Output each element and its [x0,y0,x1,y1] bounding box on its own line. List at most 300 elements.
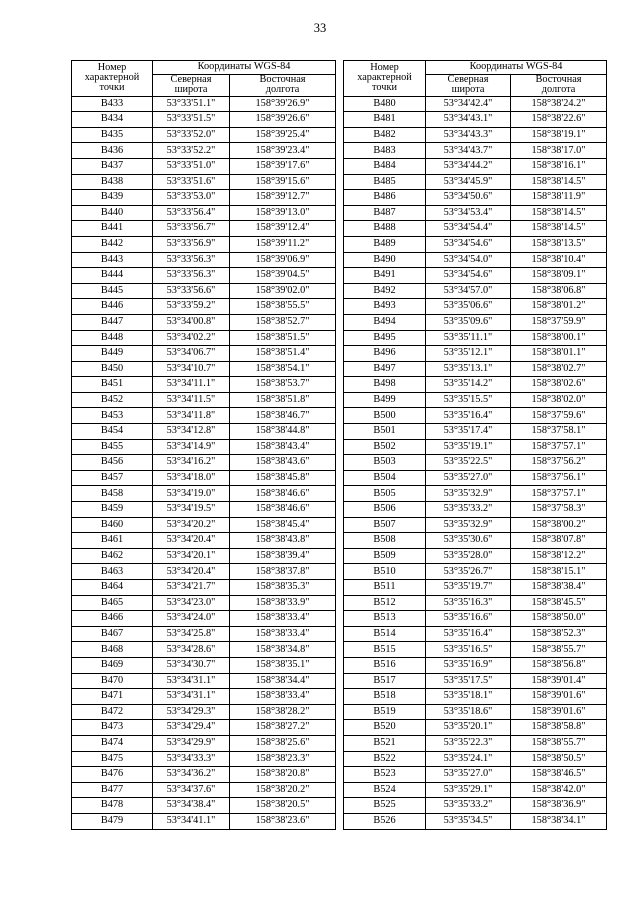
latitude-cell: 53°35'16.3" [426,595,511,611]
latitude-cell: 53°35'17.5" [426,673,511,689]
latitude-cell: 53°34'10.7" [153,361,230,377]
longitude-cell: 158°38'12.2" [511,548,607,564]
latitude-cell: 53°35'30.6" [426,533,511,549]
point-number-cell: B526 [344,813,426,829]
table-row [72,221,336,237]
longitude-cell: 158°38'14.5" [511,205,607,221]
longitude-cell: 158°38'11.9" [511,190,607,206]
longitude-cell: 158°38'50.5" [511,751,607,767]
latitude-cell: 53°35'16.4" [426,626,511,642]
latitude-cell: 53°35'18.1" [426,689,511,705]
table-row [344,439,607,455]
table-row [344,595,607,611]
table-row [344,143,607,159]
longitude-cell: 158°38'34.1" [511,813,607,829]
point-number-cell: B509 [344,548,426,564]
latitude-cell: 53°34'20.4" [153,564,230,580]
point-number-cell: B493 [344,299,426,315]
table-row [72,611,336,627]
point-number-cell: B488 [344,221,426,237]
longitude-cell: 158°38'22.6" [511,112,607,128]
latitude-cell: 53°34'33.3" [153,751,230,767]
latitude-cell: 53°35'22.5" [426,455,511,471]
point-number-cell: B470 [72,673,153,689]
table-body-right [344,96,607,829]
latitude-cell: 53°34'45.9" [426,174,511,190]
point-number-cell: B507 [344,517,426,533]
table-row [344,689,607,705]
point-number-cell: B448 [72,330,153,346]
point-number-cell: B451 [72,377,153,393]
point-number-cell: B495 [344,330,426,346]
table-row [72,158,336,174]
longitude-cell: 158°38'53.7" [230,377,336,393]
table-row [72,548,336,564]
table-row [72,704,336,720]
table-row [344,533,607,549]
point-number-cell: B487 [344,205,426,221]
table-row [344,704,607,720]
table-row [72,455,336,471]
longitude-cell: 158°38'56.8" [511,657,607,673]
table-row [344,813,607,829]
table-row [344,314,607,330]
latitude-cell: 53°34'50.6" [426,190,511,206]
table-row [344,735,607,751]
latitude-cell: 53°35'19.1" [426,439,511,455]
latitude-cell: 53°35'17.4" [426,424,511,440]
longitude-cell: 158°39'13.0" [230,205,336,221]
table-row [72,236,336,252]
table-body-left [72,96,336,829]
point-number-cell: B499 [344,392,426,408]
latitude-cell: 53°34'20.2" [153,517,230,533]
table-row [72,626,336,642]
table-row [72,408,336,424]
point-number-cell: B443 [72,252,153,268]
table-row [72,673,336,689]
latitude-cell: 53°35'24.1" [426,751,511,767]
longitude-cell: 158°38'27.2" [230,720,336,736]
table-row [72,502,336,518]
table-row [72,299,336,315]
table-row [344,112,607,128]
longitude-cell: 158°38'00.1" [511,330,607,346]
longitude-cell: 158°38'09.1" [511,268,607,284]
longitude-cell: 158°38'33.4" [230,611,336,627]
point-number-cell: B511 [344,580,426,596]
point-number-cell: B500 [344,408,426,424]
latitude-cell: 53°35'20.1" [426,720,511,736]
point-number-cell: B480 [344,96,426,112]
point-number-cell: B491 [344,268,426,284]
table-row [344,174,607,190]
point-number-cell: B514 [344,626,426,642]
latitude-cell: 53°33'51.5" [153,112,230,128]
point-number-cell: B485 [344,174,426,190]
longitude-cell: 158°39'23.4" [230,143,336,159]
point-number-cell: B521 [344,735,426,751]
table-row [344,408,607,424]
table-row [344,782,607,798]
point-number-cell: B477 [72,782,153,798]
point-number-cell: B519 [344,704,426,720]
point-number-cell: B433 [72,96,153,112]
latitude-cell: 53°34'54.0" [426,252,511,268]
longitude-cell: 158°39'04.5" [230,268,336,284]
point-number-cell: B468 [72,642,153,658]
latitude-cell: 53°34'18.0" [153,470,230,486]
latitude-cell: 53°33'53.0" [153,190,230,206]
latitude-cell: 53°35'06.6" [426,299,511,315]
point-number-cell: B455 [72,439,153,455]
longitude-cell: 158°38'45.8" [230,470,336,486]
latitude-cell: 53°34'28.6" [153,642,230,658]
latitude-cell: 53°35'33.2" [426,502,511,518]
table-row [72,767,336,783]
longitude-cell: 158°38'17.0" [511,143,607,159]
latitude-cell: 53°34'43.1" [426,112,511,128]
longitude-cell: 158°38'58.8" [511,720,607,736]
longitude-cell: 158°37'57.1" [511,486,607,502]
table-row [344,236,607,252]
longitude-cell: 158°38'51.5" [230,330,336,346]
table-row [72,689,336,705]
point-number-cell: B496 [344,346,426,362]
longitude-cell: 158°38'06.8" [511,283,607,299]
page-number: 33 [313,21,327,35]
longitude-cell: 158°37'56.1" [511,470,607,486]
point-number-cell: B446 [72,299,153,315]
point-number-cell: B475 [72,751,153,767]
table-row [72,798,336,814]
point-number-cell: B516 [344,657,426,673]
table-row [72,533,336,549]
point-number-cell: B510 [344,564,426,580]
longitude-cell: 158°39'06.9" [230,252,336,268]
table-row [344,424,607,440]
table-row [72,470,336,486]
point-number-cell: B476 [72,767,153,783]
table-row [344,392,607,408]
point-number-cell: B520 [344,720,426,736]
latitude-cell: 53°34'12.8" [153,424,230,440]
longitude-cell: 158°37'57.1" [511,439,607,455]
table-row [344,361,607,377]
latitude-cell: 53°33'52.0" [153,127,230,143]
point-number-cell: B437 [72,158,153,174]
latitude-cell: 53°35'22.3" [426,735,511,751]
table-row [72,252,336,268]
longitude-cell: 158°38'43.6" [230,455,336,471]
point-number-cell: B478 [72,798,153,814]
point-number-cell: B441 [72,221,153,237]
point-number-cell: B438 [72,174,153,190]
longitude-cell: 158°38'02.6" [511,377,607,393]
latitude-cell: 53°34'54.6" [426,236,511,252]
point-number-cell: B515 [344,642,426,658]
point-number-cell: B458 [72,486,153,502]
longitude-cell: 158°38'51.4" [230,346,336,362]
table-row [72,642,336,658]
longitude-cell: 158°38'02.7" [511,361,607,377]
header-longitude: Восточная долгота [230,75,336,97]
longitude-cell: 158°39'12.4" [230,221,336,237]
latitude-cell: 53°34'42.4" [426,96,511,112]
point-number-cell: B506 [344,502,426,518]
table-row [72,580,336,596]
latitude-cell: 53°34'31.1" [153,673,230,689]
point-number-cell: B508 [344,533,426,549]
point-number-cell: B436 [72,143,153,159]
longitude-cell: 158°38'51.8" [230,392,336,408]
table-row [344,268,607,284]
table-row [72,330,336,346]
table-row [72,751,336,767]
latitude-cell: 53°33'56.7" [153,221,230,237]
point-number-cell: B461 [72,533,153,549]
table-row [72,720,336,736]
header-point-number: Номер характерной точки [72,61,153,97]
longitude-cell: 158°38'54.1" [230,361,336,377]
longitude-cell: 158°39'01.6" [511,704,607,720]
longitude-cell: 158°38'24.2" [511,96,607,112]
table-row [344,611,607,627]
latitude-cell: 53°35'16.5" [426,642,511,658]
longitude-cell: 158°38'16.1" [511,158,607,174]
point-number-cell: B490 [344,252,426,268]
point-number-cell: B504 [344,470,426,486]
latitude-cell: 53°34'14.9" [153,439,230,455]
longitude-cell: 158°39'02.0" [230,283,336,299]
longitude-cell: 158°38'10.4" [511,252,607,268]
table-row [344,657,607,673]
table-row [344,205,607,221]
latitude-cell: 53°34'06.7" [153,346,230,362]
longitude-cell: 158°38'19.1" [511,127,607,143]
longitude-cell: 158°38'34.8" [230,642,336,658]
table-row [344,626,607,642]
table-row [72,377,336,393]
latitude-cell: 53°34'36.2" [153,767,230,783]
longitude-cell: 158°39'15.6" [230,174,336,190]
table-row [344,767,607,783]
longitude-cell: 158°38'33.9" [230,595,336,611]
table-row [72,143,336,159]
latitude-cell: 53°34'53.4" [426,205,511,221]
latitude-cell: 53°35'32.9" [426,486,511,502]
table-row [72,392,336,408]
latitude-cell: 53°34'24.0" [153,611,230,627]
point-number-cell: B434 [72,112,153,128]
longitude-cell: 158°38'46.7" [230,408,336,424]
table-row [72,439,336,455]
latitude-cell: 53°35'13.1" [426,361,511,377]
latitude-cell: 53°33'56.3" [153,252,230,268]
table-row [72,346,336,362]
longitude-cell: 158°38'20.5" [230,798,336,814]
point-number-cell: B497 [344,361,426,377]
latitude-cell: 53°33'56.6" [153,283,230,299]
latitude-cell: 53°34'20.1" [153,548,230,564]
latitude-cell: 53°34'25.8" [153,626,230,642]
point-number-cell: B486 [344,190,426,206]
latitude-cell: 53°34'11.1" [153,377,230,393]
latitude-cell: 53°34'29.3" [153,704,230,720]
point-number-cell: B512 [344,595,426,611]
longitude-cell: 158°38'43.8" [230,533,336,549]
longitude-cell: 158°38'14.5" [511,174,607,190]
coordinates-table-right [343,60,607,830]
point-number-cell: B449 [72,346,153,362]
point-number-cell: B522 [344,751,426,767]
table-row [344,720,607,736]
latitude-cell: 53°34'20.4" [153,533,230,549]
longitude-cell: 158°39'26.9" [230,96,336,112]
table-row [72,564,336,580]
point-number-cell: B518 [344,689,426,705]
point-number-cell: B513 [344,611,426,627]
latitude-cell: 53°34'57.0" [426,283,511,299]
table-row [72,174,336,190]
point-number-cell: B472 [72,704,153,720]
latitude-cell: 53°33'51.0" [153,158,230,174]
latitude-cell: 53°34'54.4" [426,221,511,237]
point-number-cell: B467 [72,626,153,642]
longitude-cell: 158°38'55.7" [511,735,607,751]
latitude-cell: 53°34'41.1" [153,813,230,829]
table-row [344,330,607,346]
table-row [344,751,607,767]
table-row [344,96,607,112]
table-row [72,813,336,829]
longitude-cell: 158°38'43.4" [230,439,336,455]
point-number-cell: B489 [344,236,426,252]
latitude-cell: 53°35'34.5" [426,813,511,829]
latitude-cell: 53°35'26.7" [426,564,511,580]
table-row [344,642,607,658]
point-number-cell: B459 [72,502,153,518]
table-row [72,127,336,143]
longitude-cell: 158°38'39.4" [230,548,336,564]
longitude-cell: 158°39'12.7" [230,190,336,206]
longitude-cell: 158°38'52.3" [511,626,607,642]
latitude-cell: 53°35'18.6" [426,704,511,720]
latitude-cell: 53°34'02.2" [153,330,230,346]
point-number-cell: B457 [72,470,153,486]
longitude-cell: 158°38'01.2" [511,299,607,315]
longitude-cell: 158°38'14.5" [511,221,607,237]
point-number-cell: B444 [72,268,153,284]
latitude-cell: 53°35'09.6" [426,314,511,330]
latitude-cell: 53°33'56.9" [153,236,230,252]
table-row [72,486,336,502]
point-number-cell: B462 [72,548,153,564]
point-number-cell: B484 [344,158,426,174]
latitude-cell: 53°33'52.2" [153,143,230,159]
longitude-cell: 158°37'59.9" [511,314,607,330]
table-row [344,283,607,299]
longitude-cell: 158°38'52.7" [230,314,336,330]
latitude-cell: 53°33'56.3" [153,268,230,284]
header-longitude: Восточная долгота [511,75,607,97]
latitude-cell: 53°35'29.1" [426,782,511,798]
latitude-cell: 53°35'19.7" [426,580,511,596]
point-number-cell: B498 [344,377,426,393]
latitude-cell: 53°34'29.4" [153,720,230,736]
table-row [72,517,336,533]
header-latitude: Северная широта [153,75,230,97]
latitude-cell: 53°35'27.0" [426,767,511,783]
point-number-cell: B502 [344,439,426,455]
longitude-cell: 158°37'59.6" [511,408,607,424]
latitude-cell: 53°35'33.2" [426,798,511,814]
table-row [344,486,607,502]
latitude-cell: 53°33'51.6" [153,174,230,190]
point-number-cell: B454 [72,424,153,440]
point-number-cell: B517 [344,673,426,689]
table-row [72,205,336,221]
table-row [72,268,336,284]
longitude-cell: 158°38'20.8" [230,767,336,783]
table-row [344,221,607,237]
longitude-cell: 158°38'35.1" [230,657,336,673]
latitude-cell: 53°33'59.2" [153,299,230,315]
table-row [344,798,607,814]
latitude-cell: 53°34'00.8" [153,314,230,330]
longitude-cell: 158°38'50.0" [511,611,607,627]
point-number-cell: B481 [344,112,426,128]
latitude-cell: 53°35'32.9" [426,517,511,533]
table-row [344,346,607,362]
table-row [72,657,336,673]
longitude-cell: 158°38'44.8" [230,424,336,440]
longitude-cell: 158°39'01.6" [511,689,607,705]
table-row [72,314,336,330]
longitude-cell: 158°39'25.4" [230,127,336,143]
point-number-cell: B453 [72,408,153,424]
table-row [344,517,607,533]
longitude-cell: 158°39'11.2" [230,236,336,252]
latitude-cell: 53°34'19.0" [153,486,230,502]
longitude-cell: 158°38'55.7" [511,642,607,658]
point-number-cell: B523 [344,767,426,783]
table-row [344,299,607,315]
point-number-cell: B466 [72,611,153,627]
latitude-cell: 53°34'19.5" [153,502,230,518]
longitude-cell: 158°38'02.0" [511,392,607,408]
longitude-cell: 158°38'35.3" [230,580,336,596]
longitude-cell: 158°38'33.4" [230,626,336,642]
point-number-cell: B442 [72,236,153,252]
table-row [344,548,607,564]
longitude-cell: 158°39'01.4" [511,673,607,689]
point-number-cell: B469 [72,657,153,673]
point-number-cell: B501 [344,424,426,440]
longitude-cell: 158°38'34.4" [230,673,336,689]
point-number-cell: B464 [72,580,153,596]
latitude-cell: 53°34'44.2" [426,158,511,174]
table-row [72,735,336,751]
longitude-cell: 158°38'45.4" [230,517,336,533]
point-number-cell: B525 [344,798,426,814]
longitude-cell: 158°38'46.6" [230,502,336,518]
longitude-cell: 158°38'33.4" [230,689,336,705]
longitude-cell: 158°38'15.1" [511,564,607,580]
latitude-cell: 53°34'21.7" [153,580,230,596]
latitude-cell: 53°35'16.9" [426,657,511,673]
longitude-cell: 158°38'13.5" [511,236,607,252]
